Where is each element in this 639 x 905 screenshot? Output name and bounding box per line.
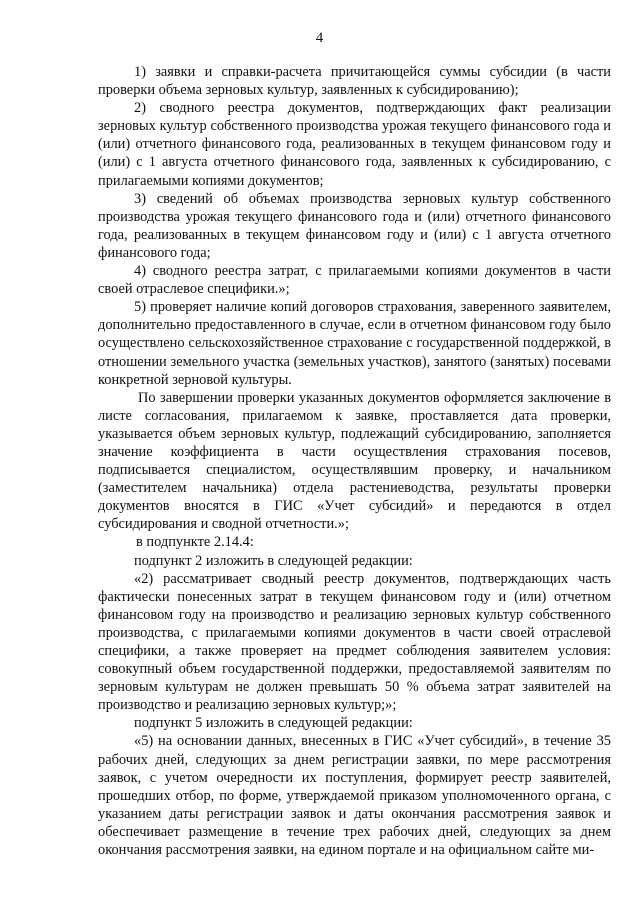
paragraph-subitem-5-text: «5) на основании данных, внесенных в ГИС «Учет субсидий», в течение 35 рабочих дней, следующих за днем регистрации заявки, по мере рассмотрения заявок, с учетом очередности их поступления, формирует реестр заявителей, прошедших отбор, по форме, утверждаемой приказом уполномоченного органа, с указанием даты регистрации заявок и даты окончания рассмотрения заявок и обеспечивает размещение в течение трех рабочих дней, следующих за днем окончания рассмотрения заявки, на едином портале и на официальном сайте ми- (98, 733, 611, 859)
paragraph-item-2: 2) сводного реестра документов, подтверждающих факт реализации зерновых культур собственного производства урожая текущего финансового года и (или) отчетного финансового года, реализованных в текущем финансовом году и (или) с 1 августа отчетного финансового года, заявленных к субсидированию, с прилагаемыми копиями документов; (98, 100, 611, 189)
paragraph-item-3: 3) сведений об объемах производства зерновых культур собственного производства урожая текущего финансового года и (или) отчетного финансового года, реализованных в текущем финансовом году и (или) с 1 августа отчетного финансового года; (98, 190, 611, 261)
paragraph-item-5: 5) проверяет наличие копий договоров страхования, заверенного заявителем, дополнительно предоставленного в случае, если в отчетном финансовом году было осуществлено сельскохозяйственное страхование с государственной поддержкой, в отношении земельного участка (земельных участков), занятого (занятых) посевами конкретной зерновой культуры. (98, 299, 611, 388)
paragraph-conclusion: По завершении проверки указанных документов оформляется заключение в листе согласования, прилагаемом к заявке, проставляется дата проверки, указывается объем зерновых культур, подлежащий субсидированию, заполняется значение коэффициента в части осуществления страхования посевов, подписывается специалистом, осуществлявшим проверку, и начальником (заместителем начальника) отдела растениеводства, результаты проверки документов вносятся в ГИС «Учет субсидий» и передаются в отдел субсидирования и сводной отчетности.»; (98, 389, 611, 533)
paragraph-item-4: 4) сводного реестра затрат, с прилагаемыми копиями документов в части своей отраслевое специфики.»; (98, 263, 611, 298)
paragraph-subitem-2-heading: подпункт 2 изложить в следующей редакции: (134, 552, 413, 569)
page-number: 4 (315, 30, 324, 46)
paragraph-item-1: 1) заявки и справки-расчета причитающейся суммы субсидии (в части проверки объема зерновых культур, заявленных к субсидированию); (98, 64, 611, 99)
paragraph-subitem-5-heading: подпункт 5 изложить в следующей редакции: (134, 715, 413, 732)
paragraph-subitem-2-text: «2) рассматривает сводный реестр документов, подтверждающих часть фактически понесенных затрат в текущем финансовом году и (или) отчетном финансовом году на производство и реализацию зерновых культур собственного производства, с прилагаемыми копиями документов в части своей отраслевой специфики, а также проверяет на предмет соблюдения заявителем условия: совокупный объем государственной поддержки, предоставляемой заявителям по зерновым культурам не должен превышать 50 % объема затрат заявителей на производство и реализацию зерновых культур;»; (98, 570, 611, 714)
document-body (98, 63, 611, 859)
paragraph-subclause-2-14-4: в подпункте 2.14.4: (136, 534, 254, 551)
